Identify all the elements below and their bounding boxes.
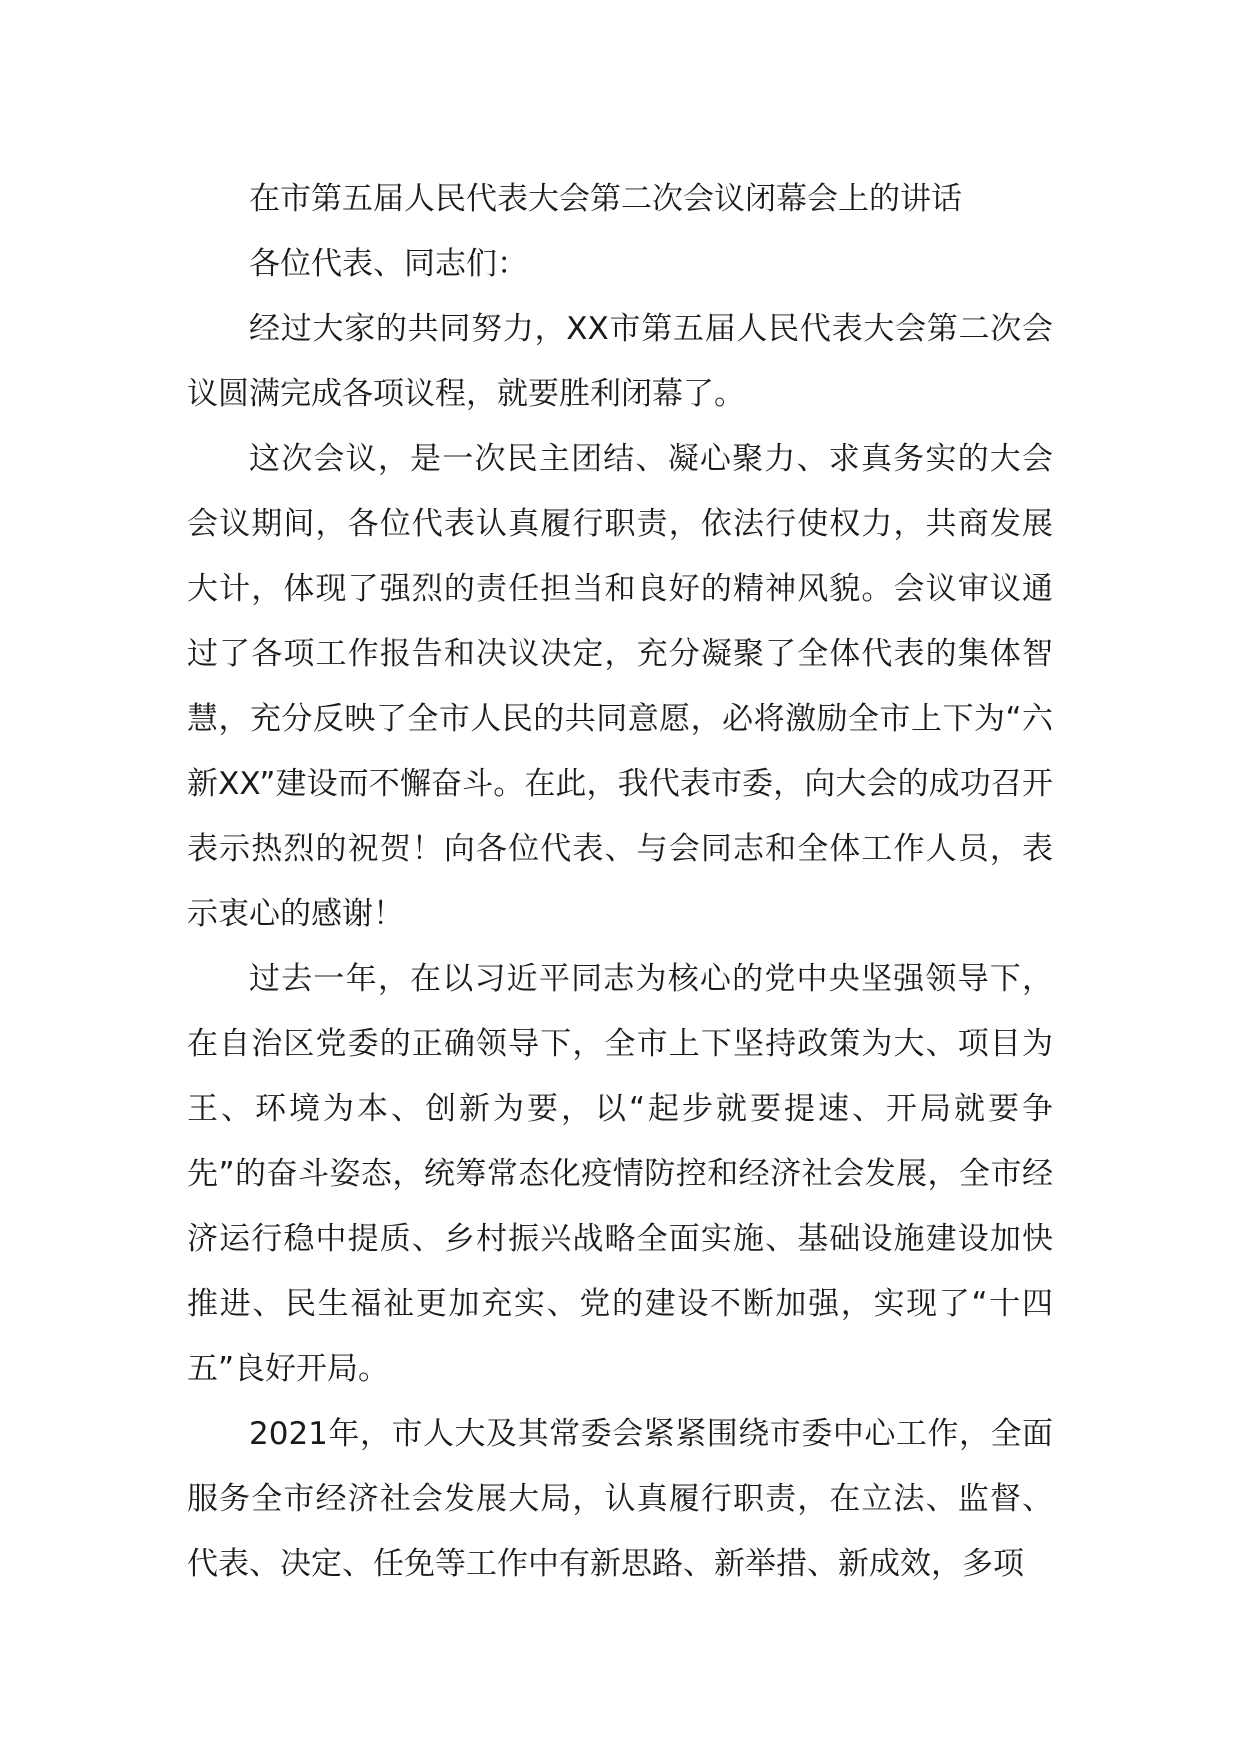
paragraph-2: 这次会议，是一次民主团结、凝心聚力、求真务实的大会会议期间，各位代表认真履行职责，依法行使权力，共商发展大计，体现了强烈的责任担当和良好的精神风貌。会议审议通过了各项工作报告和决议决定，充分凝聚了全体代表的集体智慧，充分反映了全市人民的共同意愿，必将激励全市上下为“六新XX”建设而不懈奋斗。在此，我代表市委，向大会的成功召开表示热烈的祝贺！向各位代表、与会同志和全体工作人员，表示衷心的感谢！ (187, 441, 1053, 932)
paragraph-1: 经过大家的共同努力，XX市第五届人民代表大会第二次会议圆满完成各项议程，就要胜利闭幕了。 (187, 311, 1053, 412)
salutation: 各位代表、同志们： (249, 246, 528, 282)
document-title: 在市第五届人民代表大会第二次会议闭幕会上的讲话 (249, 181, 962, 217)
document-body (187, 167, 1053, 1597)
paragraph-4: 2021年，市人大及其常委会紧紧围绕市委中心工作，全面服务全市经济社会发展大局，认真履行职责，在立法、监督、代表、决定、任免等工作中有新思路、新举措、新成效，多项 (187, 1416, 1053, 1582)
paragraph-3: 过去一年，在以习近平同志为核心的党中央坚强领导下，在自治区党委的正确领导下，全市上下坚持政策为大、项目为王、环境为本、创新为要，以“起步就要提速、开局就要争先”的奋斗姿态，统筹常态化疫情防控和经济社会发展，全市经济运行稳中提质、乡村振兴战略全面实施、基础设施建设加快推进、民生福祉更加充实、党的建设不断加强，实现了“十四五”良好开局。 (187, 961, 1053, 1387)
